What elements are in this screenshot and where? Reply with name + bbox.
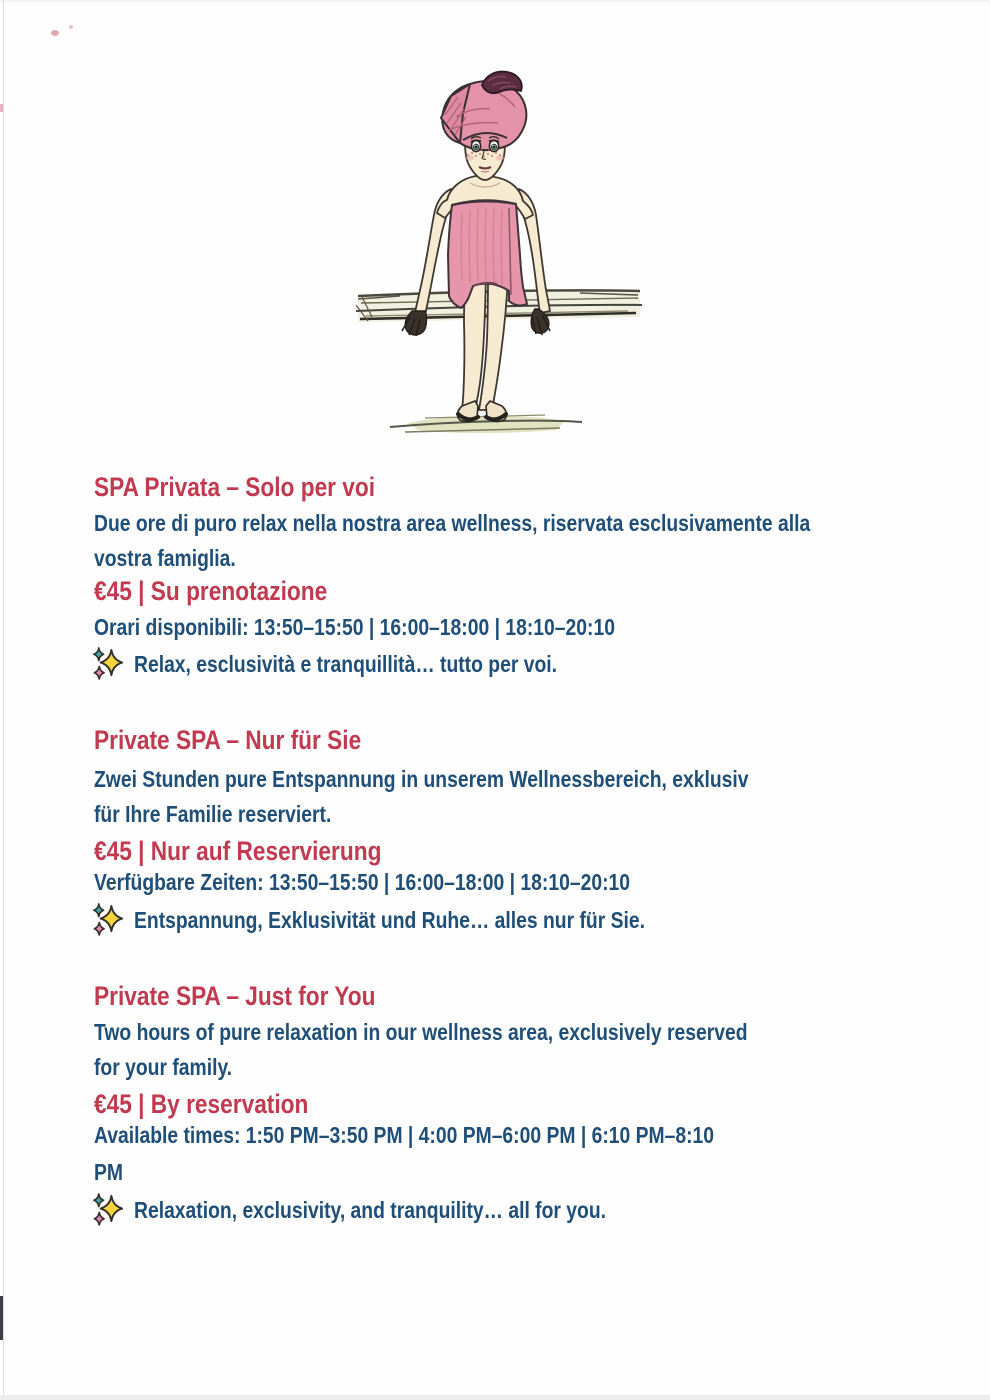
section-english-description-line2: for your family.	[94, 1054, 233, 1080]
section-italian-price: €45 | Su prenotazione	[94, 576, 328, 606]
section-italian-times: Orari disponibili: 13:50–15:50 | 16:00–18:00 | 18:10–20:10	[94, 614, 615, 640]
section-italian-tagline-text: Relax, esclusività e tranquillità… tutto per voi.	[134, 651, 558, 677]
scan-edge-left	[3, 0, 4, 1400]
section-english-price: €45 | By reservation	[94, 1089, 309, 1119]
scan-edge-top	[0, 0, 990, 2]
scan-speck	[51, 30, 59, 36]
section-german-times: Verfügbare Zeiten: 13:50–15:50 | 16:00–18:00 | 18:10–20:10	[94, 869, 630, 895]
section-english-tagline	[91, 1193, 696, 1226]
section-english-times-line1: Available times: 1:50 PM–3:50 PM | 4:00 PM–6:00 PM | 6:10 PM–8:10	[94, 1122, 715, 1148]
section-german-description-line1: Zwei Stunden pure Entspannung in unserem Wellnessbereich, exklusiv	[94, 766, 749, 792]
section-italian-description-line2: vostra famiglia.	[94, 545, 236, 571]
section-german-price: €45 | Nur auf Reservierung	[94, 836, 382, 866]
section-english-times-line2: PM	[94, 1159, 123, 1185]
section-german-tagline	[91, 903, 742, 936]
section-english-description-line1: Two hours of pure relaxation in our wellness area, exclusively reserved	[94, 1019, 748, 1045]
sparkles-icon	[91, 1193, 124, 1226]
section-english-tagline-text: Relaxation, exclusivity, and tranquility… all for you.	[134, 1197, 607, 1223]
section-german-title: Private SPA – Nur für Sie	[94, 725, 362, 755]
section-italian-description-line1: Due ore di puro relax nella nostra area wellness, riservata esclusivamente alla	[94, 510, 811, 536]
section-italian-tagline	[91, 647, 638, 680]
section-english-title: Private SPA – Just for You	[94, 981, 376, 1011]
spa-girl-illustration	[330, 55, 660, 455]
scan-edge-left-dark	[0, 1296, 3, 1340]
scan-speck	[0, 104, 3, 112]
section-italian-title: SPA Privata – Solo per voi	[94, 472, 376, 502]
scan-speck	[69, 25, 73, 29]
section-german-tagline-text: Entspannung, Exklusivität und Ruhe… alles nur für Sie.	[134, 907, 645, 933]
section-german-description-line2: für Ihre Familie reserviert.	[94, 801, 332, 827]
sparkles-icon	[91, 647, 124, 680]
sparkles-icon	[91, 903, 124, 936]
scan-edge-bottom	[0, 1395, 990, 1400]
